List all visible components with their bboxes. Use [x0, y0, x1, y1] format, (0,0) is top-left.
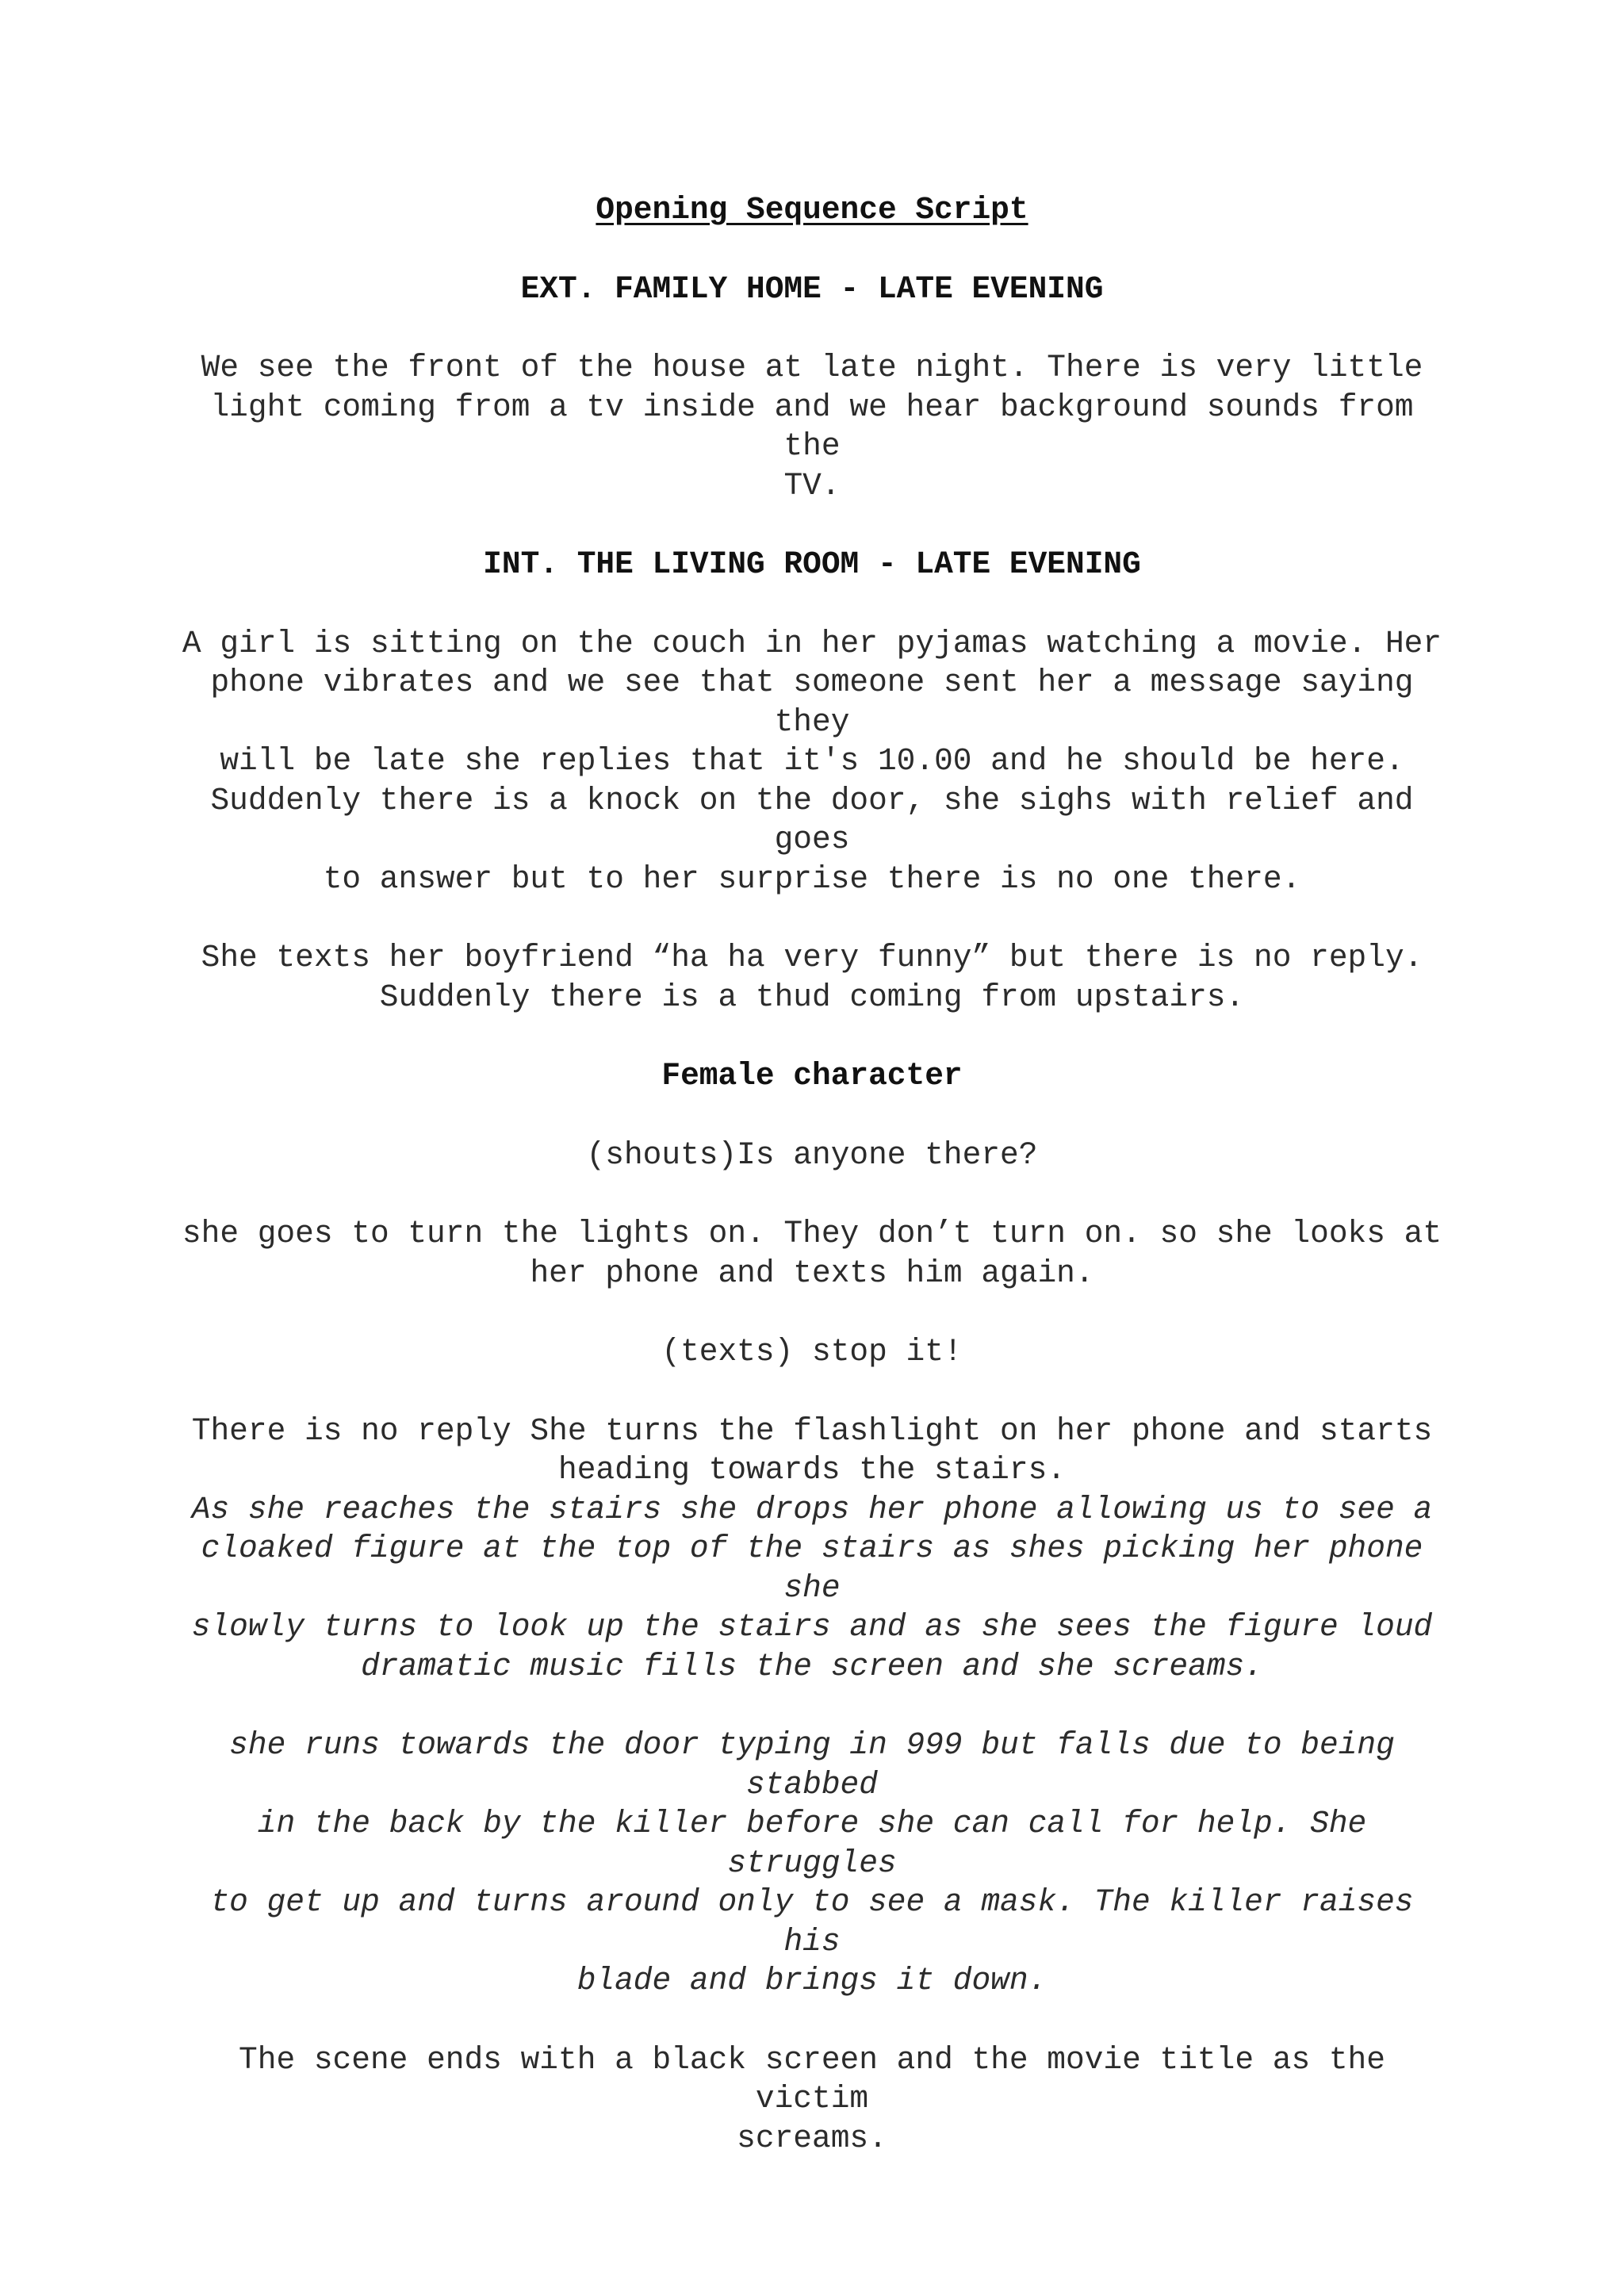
action-paragraph: The scene ends with a black screen and the movie title as the victim screams.: [239, 2041, 1385, 2156]
scene-heading-ext: EXT. FAMILY HOME - LATE EVENING: [520, 270, 1104, 307]
action-paragraph: She texts her boyfriend “ha ha very funny” but there is no reply. Suddenly there is a thud coming from upstairs.: [201, 940, 1423, 1015]
character-name: Female character: [661, 1058, 963, 1094]
action-paragraph: There is no reply She turns the flashlight on her phone and starts heading towards the stairs.: [191, 1412, 1433, 1488]
scene-heading-int: INT. THE LIVING ROOM - LATE EVENING: [483, 546, 1141, 582]
action-paragraph-italic: she runs towards the door typing in 999 but falls due to being stabbed in the back by the killer before she can call for help. She struggles to get up and turns around only to see a mask. The killer raises his blade and brings it down.: [210, 1727, 1414, 1998]
dialogue-line: (shouts)Is anyone there?: [586, 1136, 1038, 1173]
action-paragraph: she goes to turn the lights on. They don’t turn on. so she looks at her phone and texts him again.: [182, 1216, 1442, 1291]
action-paragraph: A girl is sitting on the couch in her pyjamas watching a movie. Her phone vibrates and we see that someone sent her a message saying they will be late she replies that it's 10.00 and he should be here. Suddenly there is a knock on the door, she sighs with relief and goes to answer but to her surprise there is no one there.: [182, 625, 1442, 897]
action-paragraph: We see the front of the house at late night. There is very little light coming from a tv inside and we hear background sounds from the TV.: [201, 350, 1423, 504]
script-body: [176, 190, 1448, 2197]
action-paragraph-italic: As she reaches the stairs she drops her phone allowing us to see a cloaked figure at the top of the stairs as shes picking her phone she slowly turns to look up the stairs and as she sees the figure loud dramatic music fills the screen and she screams.: [191, 1491, 1433, 1684]
document-title: Opening Sequence Script: [596, 192, 1028, 228]
dialogue-line: (texts) stop it!: [661, 1334, 963, 1370]
